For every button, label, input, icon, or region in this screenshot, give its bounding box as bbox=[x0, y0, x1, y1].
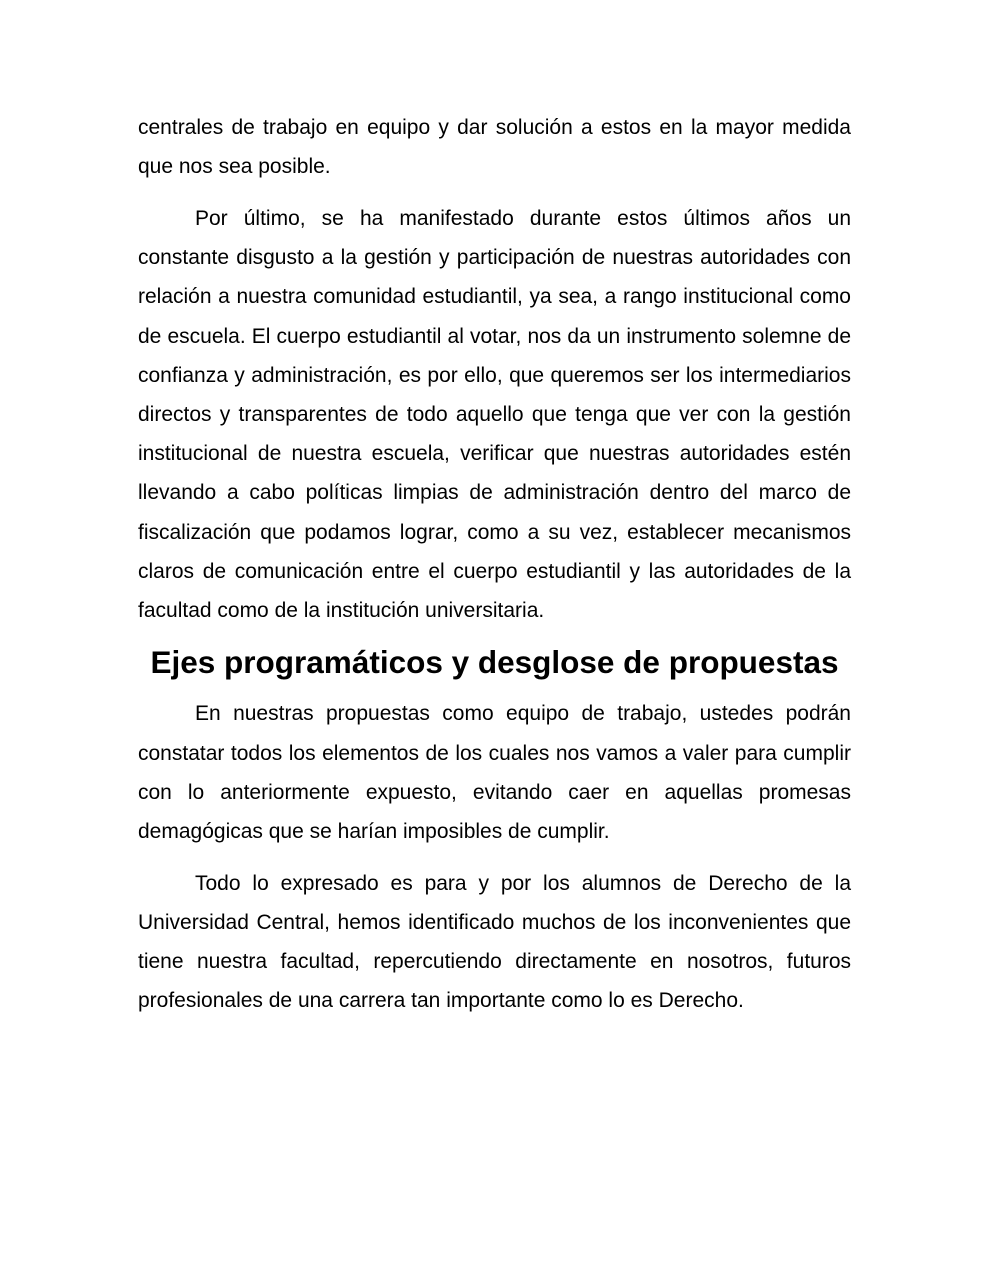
paragraph-proposals: En nuestras propuestas como equipo de trabajo, ustedes podrán constatar todos los elementos de los cuales nos vamos a valer para cumplir con lo anteriormente expuesto, evitando caer en aquellas promesas demagógicas que se harían imposibles de cumplir. bbox=[138, 702, 851, 843]
section-heading: Ejes programáticos y desglose de propuestas bbox=[150, 643, 839, 680]
paragraph-continuation: centrales de trabajo en equipo y dar solución a estos en la mayor medida que nos sea posible. bbox=[138, 116, 851, 179]
paragraph-students: Todo lo expresado es para y por los alumnos de Derecho de la Universidad Central, hemos identificado muchos de los inconvenientes que tiene nuestra facultad, repercutiendo directamente en nosotros, futuros profesionales de una carrera tan importante como lo es Derecho. bbox=[138, 871, 851, 1013]
document-page bbox=[138, 108, 851, 1033]
paragraph-authorities: Por último, se ha manifestado durante estos últimos años un constante disgusto a la gestión y participación de nuestras autoridades con relación a nuestra comunidad estudiantil, ya sea, a rango institucional como de escuela. El cuerpo estudiantil al votar, nos da un instrumento solemne de confianza y administración, es por ello, que queremos ser los intermediarios directos y transparentes de todo aquello que tenga que ver con la gestión institucional de nuestra escuela, verificar que nuestras autoridades estén llevando a cabo políticas limpias de administración dentro del marco de fiscalización que podamos lograr, como a su vez, establecer mecanismos claros de comunicación entre el cuerpo estudiantil y las autoridades de la facultad como de la institución universitaria. bbox=[138, 206, 851, 622]
